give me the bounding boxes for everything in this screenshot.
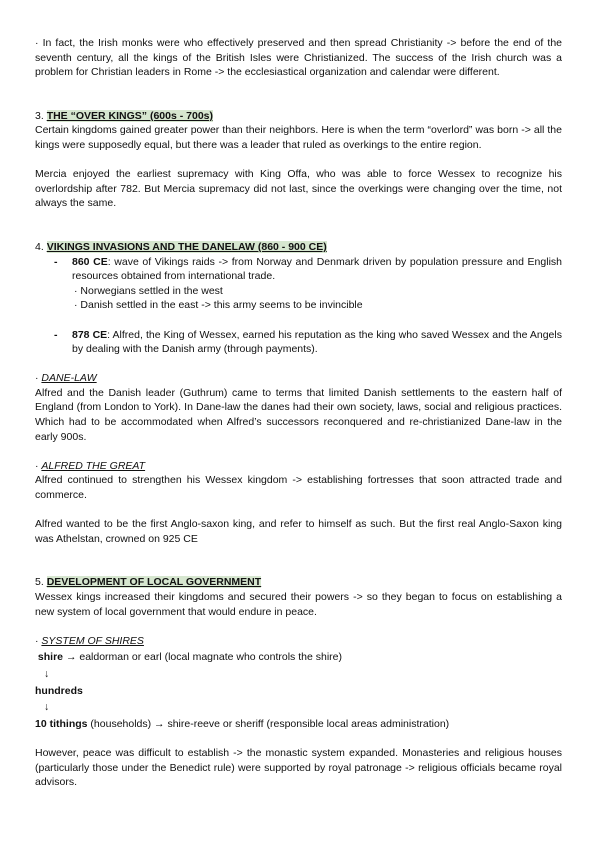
- tithings-line: [35, 717, 562, 732]
- spacer: [35, 80, 562, 109]
- section-4-title: VIKINGS INVASIONS AND THE DANELAW (860 - 900 CE): [46, 240, 327, 253]
- danelaw-subheading: [35, 371, 562, 386]
- section-5-final-paragraph: However, peace was difficult to establish -> the monastic system expanded. Monasteries and religious houses (particularly those under the Benedict rule) were supported by royal patronage -> religious officials became royal advisors.: [35, 746, 562, 789]
- dash-marker: -: [54, 255, 58, 268]
- document-page: [35, 36, 562, 790]
- section-5-paragraph-1: Wessex kings increased their kingdoms and secured their powers -> so they began to focus on establishing a new system of local government that would endure in peace.: [35, 591, 562, 618]
- section-3-heading: [35, 109, 562, 124]
- danelaw-bullet: ·: [35, 372, 42, 385]
- down-arrow-icon: ↓: [44, 667, 50, 680]
- danelaw-paragraph: Alfred and the Danish leader (Guthrum) came to terms that limited Danish settlements to the eastern half of England (from London to York). In Dane-law the danes had their own society, laws, social and religious practices. Which had to be accommodated when Alfred’s successors reconquered and re-christianized Dane-law in the early 900s.: [35, 386, 562, 443]
- down-arrow-icon: ↓: [44, 701, 50, 714]
- shire-term: shire: [37, 651, 64, 664]
- spacer: [35, 357, 562, 372]
- alfred-paragraph-2: Alfred wanted to be the first Anglo-saxon king, and refer to himself as such. But the first real Anglo-Saxon king was Athelstan, crowned on 925 CE: [35, 518, 562, 545]
- intro-paragraph: · In fact, the Irish monks were who effectively preserved and then spread Christianity -> before the end of the seventh century, all the kings of the British Isles were Christianized. The success of the Irish church was a problem for Christian leaders in Rome -> the ecclesiastical organization and calendar were different.: [35, 37, 562, 79]
- alfred-title: ALFRED THE GREAT: [41, 459, 146, 472]
- spacer: [35, 503, 562, 518]
- section-3-title: THE “OVER KINGS” (600s - 700s): [46, 109, 213, 122]
- shires-title: SYSTEM OF SHIRES: [41, 634, 144, 647]
- alfred-paragraph-1: Alfred continued to strengthen his Wessex kingdom -> establishing fortresses that soon attracted trade and commerce.: [35, 474, 562, 502]
- alfred-bullet: ·: [35, 459, 42, 472]
- hundreds-term: hundreds: [35, 684, 83, 697]
- section-4-bullet-list: [35, 255, 562, 357]
- bullet-1-sub-1: · Norwegians settled in the west: [74, 284, 223, 297]
- list-item: [35, 255, 562, 313]
- bullet-1-sub-2: · Danish settled in the east -> this army seems to be invincible: [74, 299, 363, 312]
- tithings-description: (households) → shire-reeve or sheriff (responsible local areas administration): [87, 717, 450, 730]
- spacer: [35, 731, 562, 746]
- section-3-paragraph-1: Certain kingdoms gained greater power than their neighbors. Here is when the term “overlord” was born -> all the kings were supposedly equal, but there was a leader that ruled as overkings to the entire region.: [35, 124, 562, 151]
- danelaw-title: DANE-LAW: [41, 372, 97, 385]
- section-3-paragraph-2: Mercia enjoyed the earliest supremacy with King Offa, who was able to force Wessex to recognize his overlordship after 782. But Mercia supremacy did not last, since the overkings were changing over the time, not always the same.: [35, 168, 562, 210]
- section-5-heading: [35, 575, 562, 590]
- spacer: [35, 211, 562, 240]
- shire-line: [35, 650, 562, 665]
- section-5-number: 5.: [35, 576, 47, 589]
- bullet-2-text: : Alfred, the King of Wessex, earned his reputation as the king who saved Wessex and the Angels by dealing with the Danish army (through payments).: [72, 328, 562, 356]
- hundreds-line: [35, 684, 562, 699]
- section-3-number: 3.: [35, 109, 47, 122]
- shire-description: → ealdorman or earl (local magnate who controls the shire): [63, 651, 342, 664]
- dash-marker: -: [54, 328, 58, 341]
- section-5-title: DEVELOPMENT OF LOCAL GOVERNMENT: [46, 576, 262, 589]
- spacer: [35, 546, 562, 575]
- bullet-2-date: 878 CE: [72, 328, 108, 341]
- section-4-number: 4.: [35, 240, 47, 253]
- bullet-1-date: 860 CE: [72, 255, 108, 268]
- tithings-term: 10 tithings: [35, 717, 88, 730]
- shires-subheading: [35, 634, 562, 649]
- spacer: [35, 153, 562, 168]
- section-4-heading: [35, 240, 562, 255]
- list-item: [35, 328, 562, 357]
- spacer: [35, 444, 562, 459]
- shires-bullet: ·: [35, 634, 42, 647]
- alfred-subheading: [35, 459, 562, 474]
- spacer: [35, 619, 562, 634]
- bullet-1-text: : wave of Vikings raids -> from Norway and Denmark driven by population pressure and English resources obtained from international trade.: [72, 255, 562, 283]
